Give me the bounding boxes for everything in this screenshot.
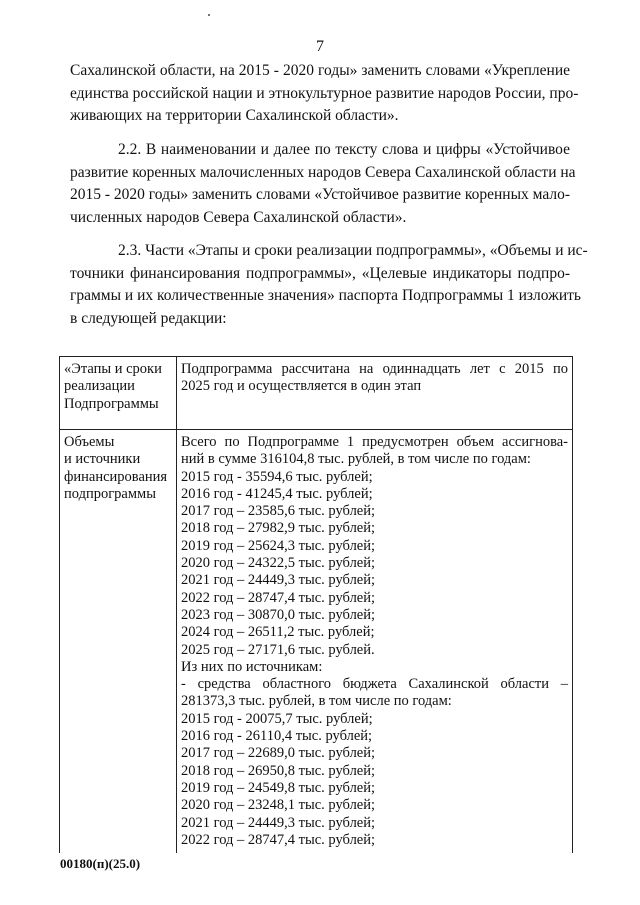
cell-line: Из них по источникам:	[181, 658, 323, 675]
cell-line: финансирования	[64, 468, 168, 485]
stages-value-cell	[177, 357, 573, 430]
text-line: 2.3. Части «Этапы и сроки реализации подпрограммы», «Объемы и ис-	[118, 242, 588, 259]
cell-line: 2015 год - 20075,7 тыс. рублей;	[181, 710, 373, 727]
cell-line: Объемы	[64, 434, 115, 450]
intro-paragraph	[70, 60, 579, 128]
cell-line: 2017 год – 23585,6 тыс. рублей;	[181, 503, 376, 520]
cell-line: - средства областного бюджета Сахалинской области –	[181, 676, 568, 693]
table-row	[60, 430, 573, 854]
text-line: живающих на территории Сахалинской области».	[70, 107, 399, 124]
cell-line: 2019 год – 25624,3 тыс. рублей;	[181, 537, 376, 554]
cell-line: 2020 год – 23248,1 тыс. рублей;	[181, 797, 376, 814]
cell-line: 2015 год - 35594,6 тыс. рублей;	[181, 468, 373, 485]
cell-line: 2018 год – 27982,9 тыс. рублей;	[181, 520, 376, 537]
text-line: точники финансирования подпрограммы», «Целевые индикаторы подпро-	[70, 264, 570, 282]
cell-line: Всего по Подпрограмме 1 предусмотрен объем ассигнова-	[181, 434, 568, 450]
cell-line: 2018 год – 26950,8 тыс. рублей;	[181, 762, 376, 779]
cell-line: 281373,3 тыс. рублей, в том числе по годам:	[181, 693, 452, 710]
text-line: численных народов Севера Сахалинской области».	[70, 208, 407, 226]
scan-speck	[208, 14, 210, 16]
paragraph-2-3	[70, 240, 588, 330]
cell-line: «Этапы и сроки	[64, 361, 162, 377]
text-line: Сахалинской области, на 2015 - 2020 годы» заменить словами «Укрепление	[70, 62, 570, 79]
passport-table	[59, 356, 573, 853]
stages-label-cell	[60, 357, 177, 430]
cell-line: и источники	[64, 451, 141, 468]
cell-line: 2016 год - 26110,4 тыс. рублей;	[181, 728, 373, 745]
cell-line: 2024 год – 26511,2 тыс. рублей;	[181, 624, 375, 641]
cell-line: Подпрограмма рассчитана на одиннадцать лет с 2015 по	[181, 361, 568, 377]
text-line: 2015 - 2020 годы» заменить словами «Устойчивое развитие коренных мало-	[70, 186, 570, 203]
text-line: единства российской нации и этнокультурное развитие народов России, про-	[70, 84, 579, 102]
funding-value-cell	[177, 430, 573, 854]
cell-line: 2019 год – 24549,8 тыс. рублей;	[181, 779, 376, 796]
text-line: в следующей редакции:	[70, 309, 227, 327]
cell-line: реализации	[64, 378, 135, 395]
paragraph-2-2	[70, 139, 576, 229]
funding-label-cell	[60, 430, 177, 854]
cell-line: 2016 год - 41245,4 тыс. рублей;	[181, 485, 373, 502]
cell-line: 2022 год – 28747,4 тыс. рублей;	[181, 831, 376, 848]
cell-line: 2017 год – 22689,0 тыс. рублей;	[181, 745, 376, 762]
cell-line: подпрограммы	[64, 485, 156, 502]
cell-line: ний в сумме 316104,8 тыс. рублей, в том числе по годам:	[181, 451, 531, 468]
table-row	[60, 357, 573, 430]
cell-line: 2020 год – 24322,5 тыс. рублей;	[181, 555, 376, 572]
document-code: 00180(п)(25.0)	[60, 856, 141, 871]
cell-line: 2021 год – 24449,3 тыс. рублей;	[181, 572, 376, 589]
text-line: граммы и их количественные значения» паспорта Подпрограммы 1 изложить	[70, 287, 582, 304]
cell-line: 2023 год – 30870,0 тыс. рублей;	[181, 606, 376, 623]
page-number: 7	[316, 38, 324, 55]
text-line: развитие коренных малочисленных народов Севера Сахалинской области на	[70, 163, 576, 181]
text-line: 2.2. В наименовании и далее по тексту слова и цифры «Устойчивое	[118, 141, 570, 158]
cell-line: 2021 год – 24449,3 тыс. рублей;	[181, 814, 376, 831]
cell-line: 2025 год и осуществляется в один этап	[181, 378, 422, 395]
cell-line: Подпрограммы	[64, 395, 159, 412]
cell-line: 2022 год – 28747,4 тыс. рублей;	[181, 589, 376, 606]
cell-line: 2025 год – 27171,6 тыс. рублей.	[181, 641, 375, 658]
